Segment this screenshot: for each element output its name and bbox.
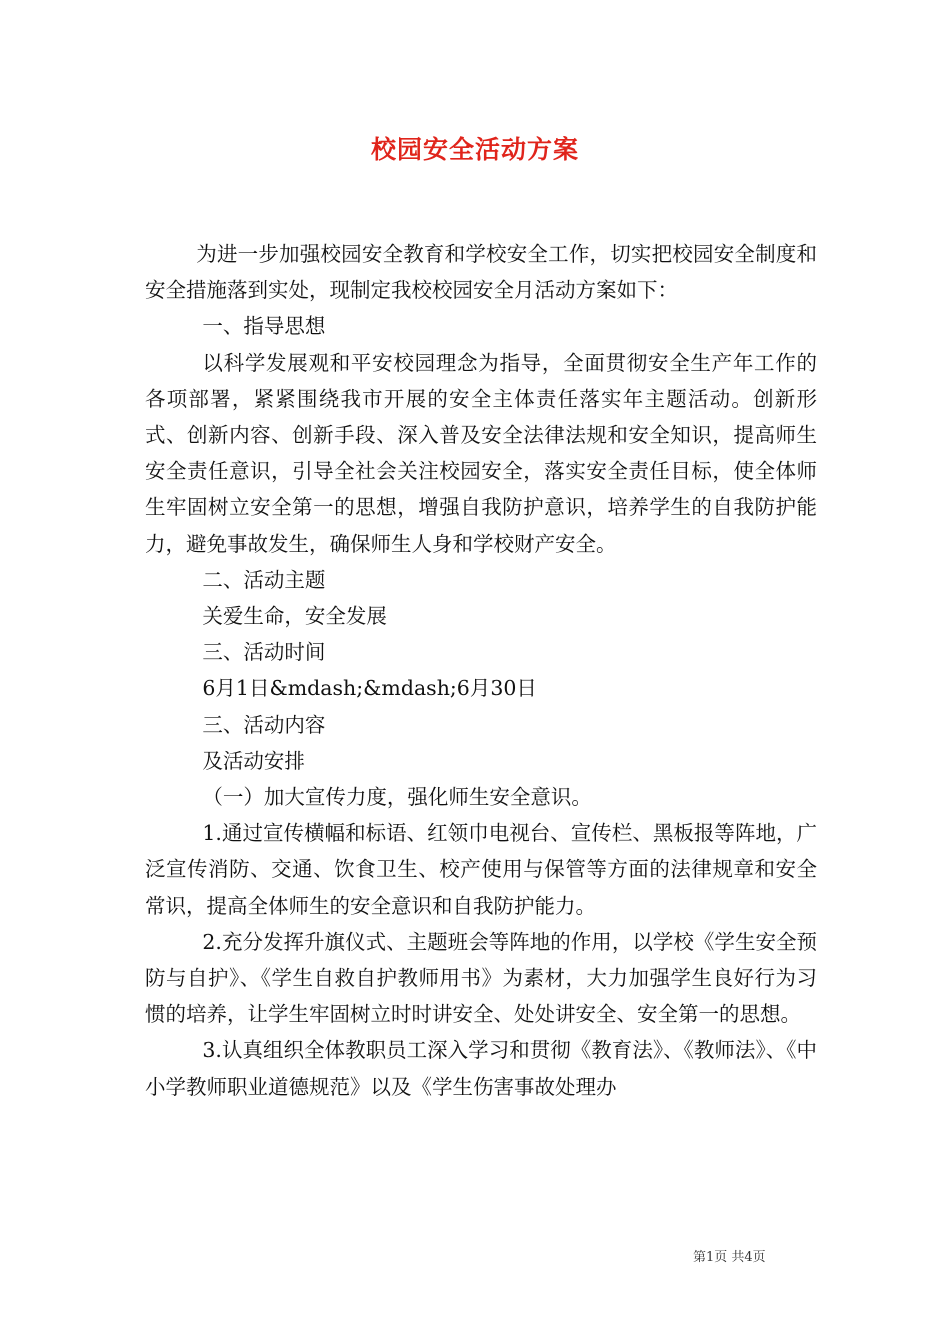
- section-heading-activity-theme: 二、活动主题: [202, 567, 326, 592]
- section-heading-activity-content: 三、活动内容: [202, 712, 326, 737]
- guiding-thought-paragraph: 以科学发展观和平安校园理念为指导，全面贯彻安全生产年工作的各项部署，紧紧围绕我市开展的安全主体责任落实年主题活动。创新形式、创新内容、创新手段、深入普及安全法律法规和安全知识，提高师生安全责任意识，引导全社会关注校园安全，落实安全责任目标，使全体师生牢固树立安全第一的思想，增强自我防护意识，培养学生的自我防护能力，避免事故发生，确保师生人身和学校财产安全。: [145, 350, 817, 556]
- activity-time-text: 6月1日&mdash;&mdash;6月30日: [202, 676, 537, 701]
- item-1-paragraph: 1.通过宣传横幅和标语、红领巾电视台、宣传栏、黑板报等阵地，广泛宣传消防、交通、饮食卫生、校产使用与保管等方面的法律规章和安全常识，提高全体师生的安全意识和自我防护能力。: [145, 821, 817, 918]
- activity-theme-text: 关爱生命，安全发展: [202, 604, 387, 629]
- item-2-paragraph: 2.充分发挥升旗仪式、主题班会等阵地的作用，以学校《学生安全预防与自护》、《学生自救自护教师用书》为素材，大力加强学生良好行为习惯的培养，让学生牢固树立时时讲安全、处处讲安全、安全第一的思想。: [145, 929, 817, 1027]
- section-heading-guiding-thought: 一、指导思想: [202, 314, 326, 339]
- section-heading-activity-time: 三、活动时间: [202, 640, 326, 665]
- page-footer: 第1页 共4页: [693, 1250, 766, 1265]
- document-body: [145, 236, 817, 1105]
- item-3-paragraph: 3.认真组织全体教职员工深入学习和贯彻《教育法》、《教师法》、《中小学教师职业道德规范》以及《学生伤害事故处理办: [145, 1038, 817, 1099]
- document-title: 校园安全活动方案: [370, 135, 579, 164]
- subsection-heading-publicity: （一）加大宣传力度，强化师生安全意识。: [202, 785, 592, 810]
- intro-paragraph: 为进一步加强校园安全教育和学校安全工作，切实把校园安全制度和安全措施落到实处，现制定我校校园安全月活动方案如下：: [145, 242, 817, 303]
- activity-arrangement-text: 及活动安排: [202, 748, 305, 773]
